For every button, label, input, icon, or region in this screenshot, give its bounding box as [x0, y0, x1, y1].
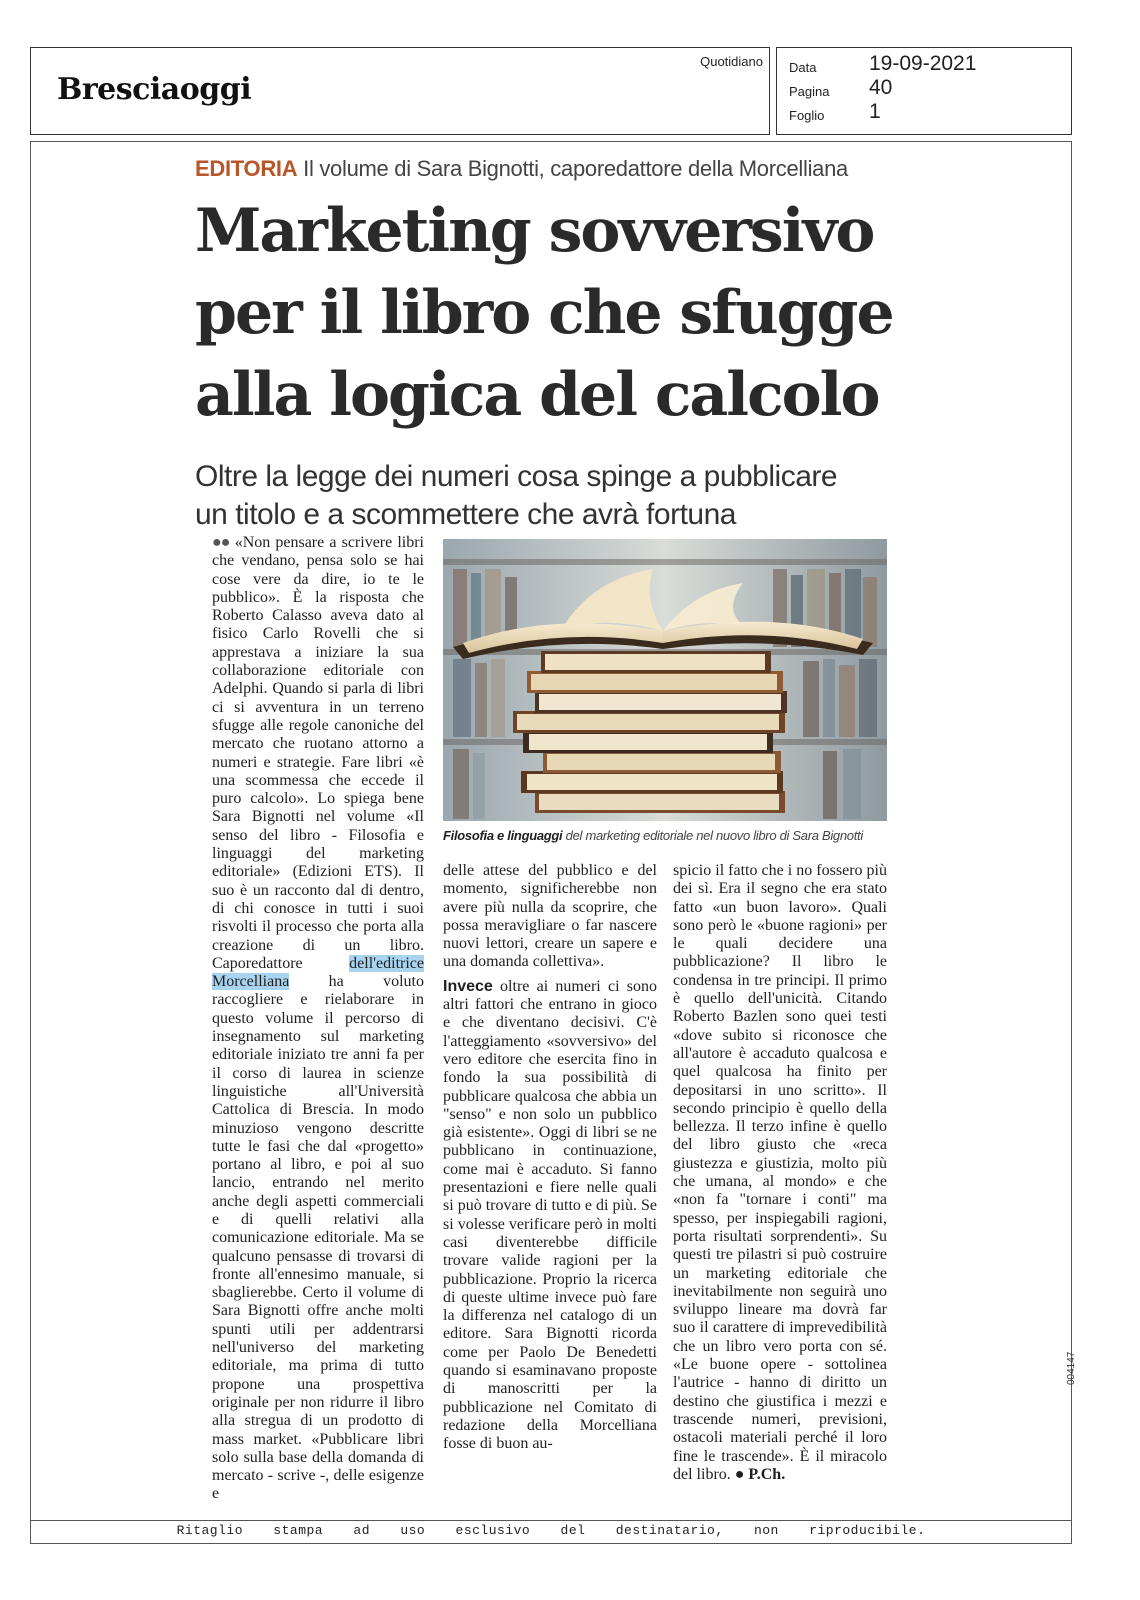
meta-row-date [789, 52, 1059, 78]
meta-label: Foglio [789, 108, 825, 123]
meta-row-sheet [789, 100, 1059, 126]
paragraph [443, 978, 657, 1454]
headline [195, 190, 955, 436]
column-text: ha voluto raccogliere e rielaborare in questo volume il percorso di insegnamento sul marketing editoriale iniziato tre anni fa per il corso di laurea in scienze linguistiche all'Università Cattolica di Brescia. In modo minuzioso vengono descritte tutte le fasi che dal «progetto» portano al libro, e poi al suo lancio, entrando nel merito anche degli aspetti commerciali e di quelli relativi alla comunicazione editoriale. Ma se qualcuno pensasse di trovarsi di fronte all'ennesimo manuale, si sbaglierebbe. Certo il volume di Sara Bignotti offre anche molti spunti utili per addentrarsi nell'universo del marketing editoriale, ma prima di tutto propone una prospettiva originale per non ridurre il libro alla stregua di un prodotto di mass market. «Pubblicare libri solo sulla base della domanda di mercato - scrive -, delle esigenze e [212, 973, 424, 1503]
headline-line: per il libro che sfugge [195, 278, 893, 348]
book-stack-image [443, 539, 887, 821]
highlighted-text: dell'editrice Morcelliana [212, 954, 424, 991]
column-text: oltre ai numeri ci sono altri fattori che entrano in gioco e che diventano decisivi. C'è l'atteggiamento «sovversivo» del vero editore che esercita fino in fondo la sua possibilità di pubblicare qualcosa che abbia un "senso" e non solo un pubblico già esistente». Oggi di libri se ne pubblicano in continuazione, come mai è accaduto. Si fanno presentazioni e fiere nelle quali si può trovare di tutto e di più. Se si volesse verificare però in molti casi diventerebbe difficile trovare valide ragioni per la pubblicazione. Proprio la ricerca di queste ultime invece può fare la differenza nel catalogo di un editore. Sara Bignotti ricorda come per Paolo De Benedetti quando si esaminavano proposte di manoscritti per la pubblicazione nel Comitato di redazione della Morcelliana fosse di buon au- [443, 977, 657, 1453]
kicker-text: Il volume di Sara Bignotti, caporedattore della Morcelliana [303, 156, 848, 181]
meta-label: Pagina [789, 84, 830, 99]
meta-label: Data [789, 60, 817, 75]
photo-caption [443, 828, 887, 843]
side-code: 004147 [1066, 1351, 1077, 1385]
headline-line: Marketing sovversivo [195, 196, 874, 266]
subhead-line: Oltre la legge dei numeri cosa spinge a pubblicare [195, 460, 838, 493]
meta-value: 40 [869, 76, 893, 99]
books-photo [443, 539, 887, 821]
article-column-1 [212, 534, 424, 1504]
kicker [195, 156, 848, 182]
caption-text: del marketing editoriale nel nuovo libro di Sara Bignotti [562, 828, 863, 843]
author-signature: ● P.Ch. [734, 1465, 786, 1483]
publication-type: Quotidiano [700, 54, 763, 69]
headline-line: alla logica del calcolo [195, 360, 879, 430]
article-column-2 [443, 862, 657, 1460]
masthead-box [30, 47, 770, 135]
meta-value: 19-09-2021 [869, 52, 977, 75]
meta-row-page [789, 76, 1059, 102]
paragraph-lead: Invece [443, 977, 493, 995]
meta-box [776, 47, 1072, 135]
column-text: «Non pensare a scrivere libri che vendano, pensa solo se hai cose vere da dire, io te le pubblico». È la risposta che Roberto Calasso aveva dato al fisico Carlo Rovelli che si apprestava a iniziare la sua collaborazione editoriale con Adelphi. Quando si parla di libri ci si avventura in un terreno sfugge alle regole canoniche del mercato che ruotano attorno a numeri e strategie. Fare libri «è una scommessa che eccede il puro calcolo». Lo spiega bene Sara Bignotti nel volume «Il senso del libro - Filosofia e linguaggi del marketing editoriale» (Edizioni ETS). Il suo è un racconto dal di dentro, di chi conosce in tutti i suoi risvolti il processo che porta alla creazione di un libro. Caporedattore [212, 534, 425, 972]
footer-notice: Ritaglio stampa ad uso esclusivo del destinatario, non riproducibile. [30, 1520, 1072, 1544]
paragraph: delle attese del pubblico e del momento, significherebbe non avere più nulla da scoprire, che possa meravigliare o far nascere nuovi lettori, creare un sapere e una domanda collettiva». [443, 862, 657, 971]
subheadline [195, 458, 955, 534]
newspaper-logo: Bresciaoggi [57, 72, 252, 107]
subhead-line: un titolo e a scommettere che avrà fortuna [195, 498, 736, 531]
kicker-tag: EDITORIA [195, 156, 298, 181]
caption-lead: Filosofia e linguaggi [443, 828, 563, 843]
column-text: spicio il fatto che i no fossero più dei sì. Era il segno che era stato fatto «un buon lavoro». Quali sono però le «buone ragioni» per le quali decidere una pubblicazione? Il libro le condensa in tre principi. Il primo è quello dell'unicità. Citando Roberto Bazlen sono quei testi «dove subito si riconosce che all'autore è accaduto qualcosa e quel qualcosa ha finito per depositarsi in uno scritto». Il secondo principio è quello della bellezza. Il terzo infine è quello del libro giusto che «reca giustezza e giustizia, molto più che umana, al mondo» e che «non fa "tornare i conti" ma spesso, per inspiegabili ragioni, porta risultati sorprendenti». Su questi tre pilastri si può costruire un marketing editoriale che inevitabilmente non seguirà uno sviluppo lineare ma dovrà far suo il carattere di imprevedibilità che un libro vero porta con sé. «Le buone opere - sottolinea l'autrice - hanno di diritto un destino che giustifica i mezzi e trascende numeri, previsioni, ostacoli materiali perché il loro fine le trascende». È il miracolo del libro. [673, 862, 887, 1483]
meta-value: 1 [869, 100, 881, 123]
lead-dots: ●● [212, 534, 230, 551]
article-column-3 [673, 862, 887, 1484]
